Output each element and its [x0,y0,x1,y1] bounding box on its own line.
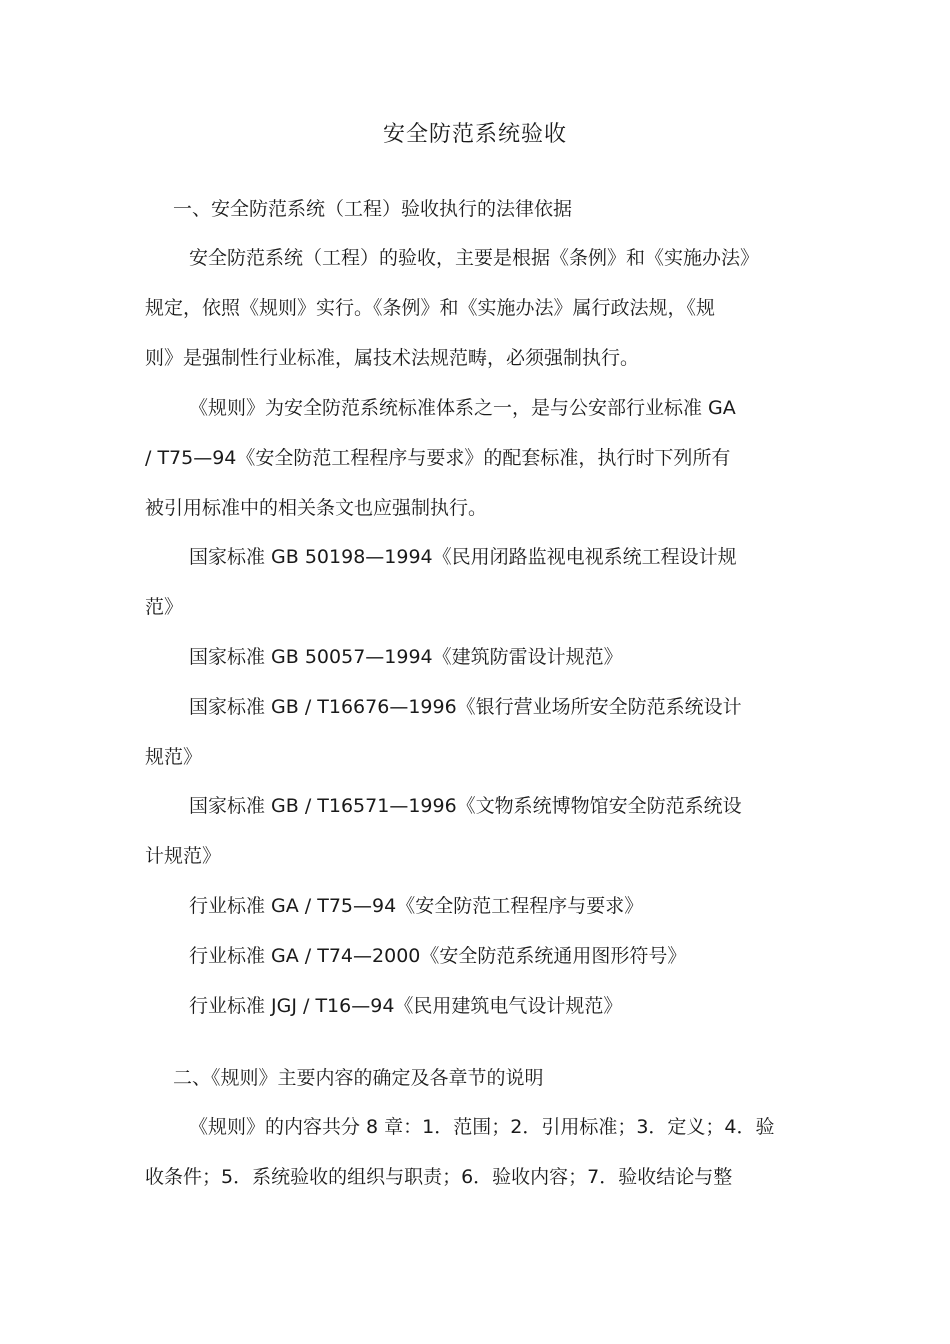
section-2-heading: 二、《规则》主要内容的确定及各章节的说明 [173,1067,544,1089]
section-1-heading: 一、安全防范系统（工程）验收执行的法律依据 [173,198,573,220]
standard-item-continued: 计规范》 [145,845,222,867]
standard-item: 国家标准 GB / T16571—1996《文物系统博物馆安全防范系统设 [189,795,742,817]
standard-item: 国家标准 GB / T16676—1996《银行营业场所安全防范系统设计 [189,696,742,718]
standard-item: 国家标准 GB 50198—1994《民用闭路监视电视系统工程设计规 [189,546,737,568]
paragraph-line: 收条件；5．系统验收的组织与职责；6．验收内容；7．验收结论与整 [145,1166,733,1188]
paragraph-line: / T75—94《安全防范工程程序与要求》的配套标准，执行时下列所有 [145,447,731,469]
standard-item: 行业标准 GA / T75—94《安全防范工程程序与要求》 [189,895,644,917]
paragraph-line: 规定，依照《规则》实行。《条例》和《实施办法》属行政法规，《规 [145,297,716,319]
standard-item: 行业标准 JGJ / T16—94《民用建筑电气设计规范》 [189,995,623,1017]
paragraph-line: 安全防范系统（工程）的验收，主要是根据《条例》和《实施办法》 [189,247,760,269]
document-title: 安全防范系统验收 [382,122,567,147]
standard-item-continued: 规范》 [145,746,203,768]
standard-item: 国家标准 GB 50057—1994《建筑防雷设计规范》 [189,646,623,668]
paragraph-line: 《规则》为安全防范系统标准体系之一，是与公安部行业标准 GA [189,397,736,419]
paragraph-line: 被引用标准中的相关条文也应强制执行。 [145,497,488,519]
paragraph-line: 则》是强制性行业标准，属技术法规范畴，必须强制执行。 [145,347,640,369]
paragraph-line: 《规则》的内容共分 8 章：1．范围；2．引用标准；3．定义；4．验 [189,1116,775,1138]
standard-item-continued: 范》 [145,596,184,618]
standard-item: 行业标准 GA / T74—2000《安全防范系统通用图形符号》 [189,945,687,967]
